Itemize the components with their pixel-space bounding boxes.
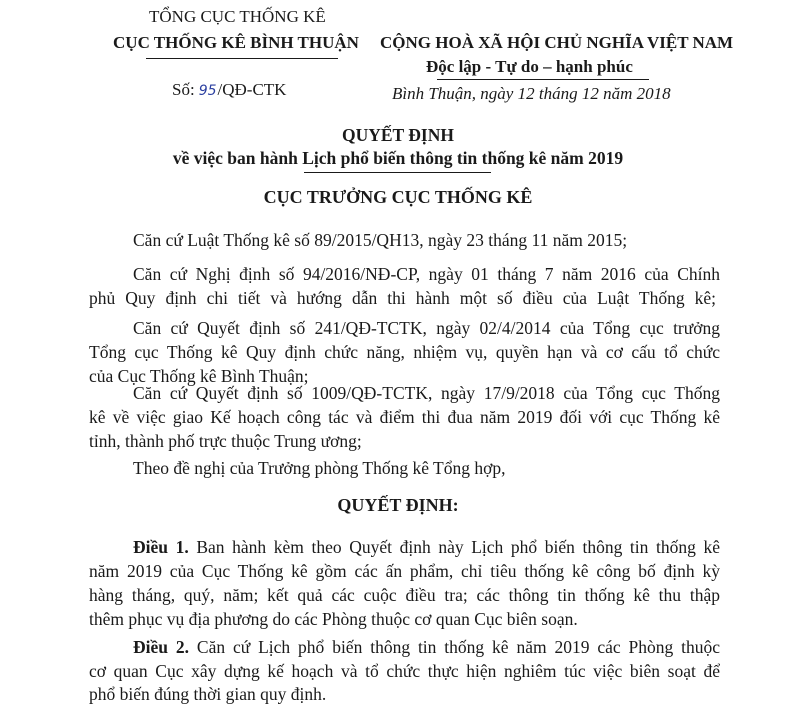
article-2-line2: cơ quan Cục xây dựng kế hoạch và tổ chức thực hiện nghiêm túc việc biên soạt để <box>89 661 720 681</box>
agency-parent: TỔNG CỤC THỐNG KÊ <box>149 7 326 26</box>
article-1-text-1: Ban hành kèm theo Quyết định này Lịch phổ biến thông tin thống kê <box>196 537 721 557</box>
article-1-line2: năm 2019 của Cục Thống kê gồm các ấn phẩm, chỉ tiêu thống kê công bố định kỳ <box>89 561 720 581</box>
article-1-line4: thêm phục vụ địa phương do các Phòng thuộc cơ quan Cục biên soạn. <box>89 609 578 629</box>
article-2-line3: phổ biến đúng thời gian quy định. <box>89 684 327 704</box>
preamble-decision-241-line3: của Cục Thống kê Bình Thuận; <box>89 366 309 386</box>
article-2-text-1: Căn cứ Lịch phổ biến thông tin thống kê năm 2019 các Phòng thuộc <box>196 637 721 657</box>
doc-no-prefix: Số: <box>172 80 195 99</box>
preamble-decision-1009-line1: Căn cứ Quyết định số 1009/QĐ-TCTK, ngày 17/9/2018 của Tổng cục Thống <box>133 383 720 403</box>
doc-no-handwritten: 95 <box>198 83 217 99</box>
article-2-line1 <box>133 637 720 658</box>
motto: Độc lập - Tự do – hạnh phúc <box>426 57 633 76</box>
preamble-decision-1009-line2: kê về việc giao Kế hoạch công tác và điểm thi đua năm 2019 đối với cục Thống kê <box>89 407 720 427</box>
article-2-label: Điều 2. <box>133 637 190 657</box>
article-1-line1 <box>133 537 720 558</box>
agency-name-text: CỤC THỐNG KÊ BÌNH THUẬN <box>113 33 359 52</box>
motto-underline <box>437 79 649 80</box>
article-1-label: Điều 1. <box>133 537 189 557</box>
preamble-decree-line1: Căn cứ Nghị định số 94/2016/NĐ-CP, ngày 01 tháng 7 năm 2016 của Chính <box>133 264 720 284</box>
authority-title: CỤC TRƯỞNG CỤC THỐNG KÊ <box>263 187 533 207</box>
preamble-decree-line2: phủ Quy định chi tiết và hướng dẫn thi hành một số điều của Luật Thống kê; <box>89 288 716 308</box>
agency-underline <box>146 58 338 59</box>
decision-subtitle: về việc ban hành Lịch phổ biến thông tin thống kê năm 2019 <box>172 148 624 168</box>
decision-title: QUYẾT ĐỊNH <box>342 125 454 145</box>
doc-no-suffix: /QĐ-CTK <box>217 80 287 99</box>
document-number <box>172 80 286 100</box>
decision-heading: QUYẾT ĐỊNH: <box>337 495 459 515</box>
preamble-law: Căn cứ Luật Thống kê số 89/2015/QH13, ngày 23 tháng 11 năm 2015; <box>133 230 628 250</box>
preamble-decision-1009-line3: tỉnh, thành phố trực thuộc Trung ương; <box>89 431 362 451</box>
place-date: Bình Thuận, ngày 12 tháng 12 năm 2018 <box>392 84 671 103</box>
agency-name <box>107 33 365 53</box>
preamble-decision-241-line2: Tổng cục Thống kê Quy định chức năng, nhiệm vụ, quyền hạn và cơ cấu tổ chức <box>89 342 720 362</box>
preamble-decision-241-line1: Căn cứ Quyết định số 241/QĐ-TCTK, ngày 02/4/2014 của Tổng cục trưởng <box>133 318 720 338</box>
preamble-proposal: Theo đề nghị của Trưởng phòng Thống kê Tổng hợp, <box>133 458 506 478</box>
nation-title: CỘNG HOÀ XÃ HỘI CHỦ NGHĨA VIỆT NAM <box>380 33 734 52</box>
article-1-line3: hàng tháng, quý, năm; kết quả các cuộc điều tra; các thông tin thống kê thu thập <box>89 585 720 605</box>
subtitle-underline <box>304 172 491 173</box>
